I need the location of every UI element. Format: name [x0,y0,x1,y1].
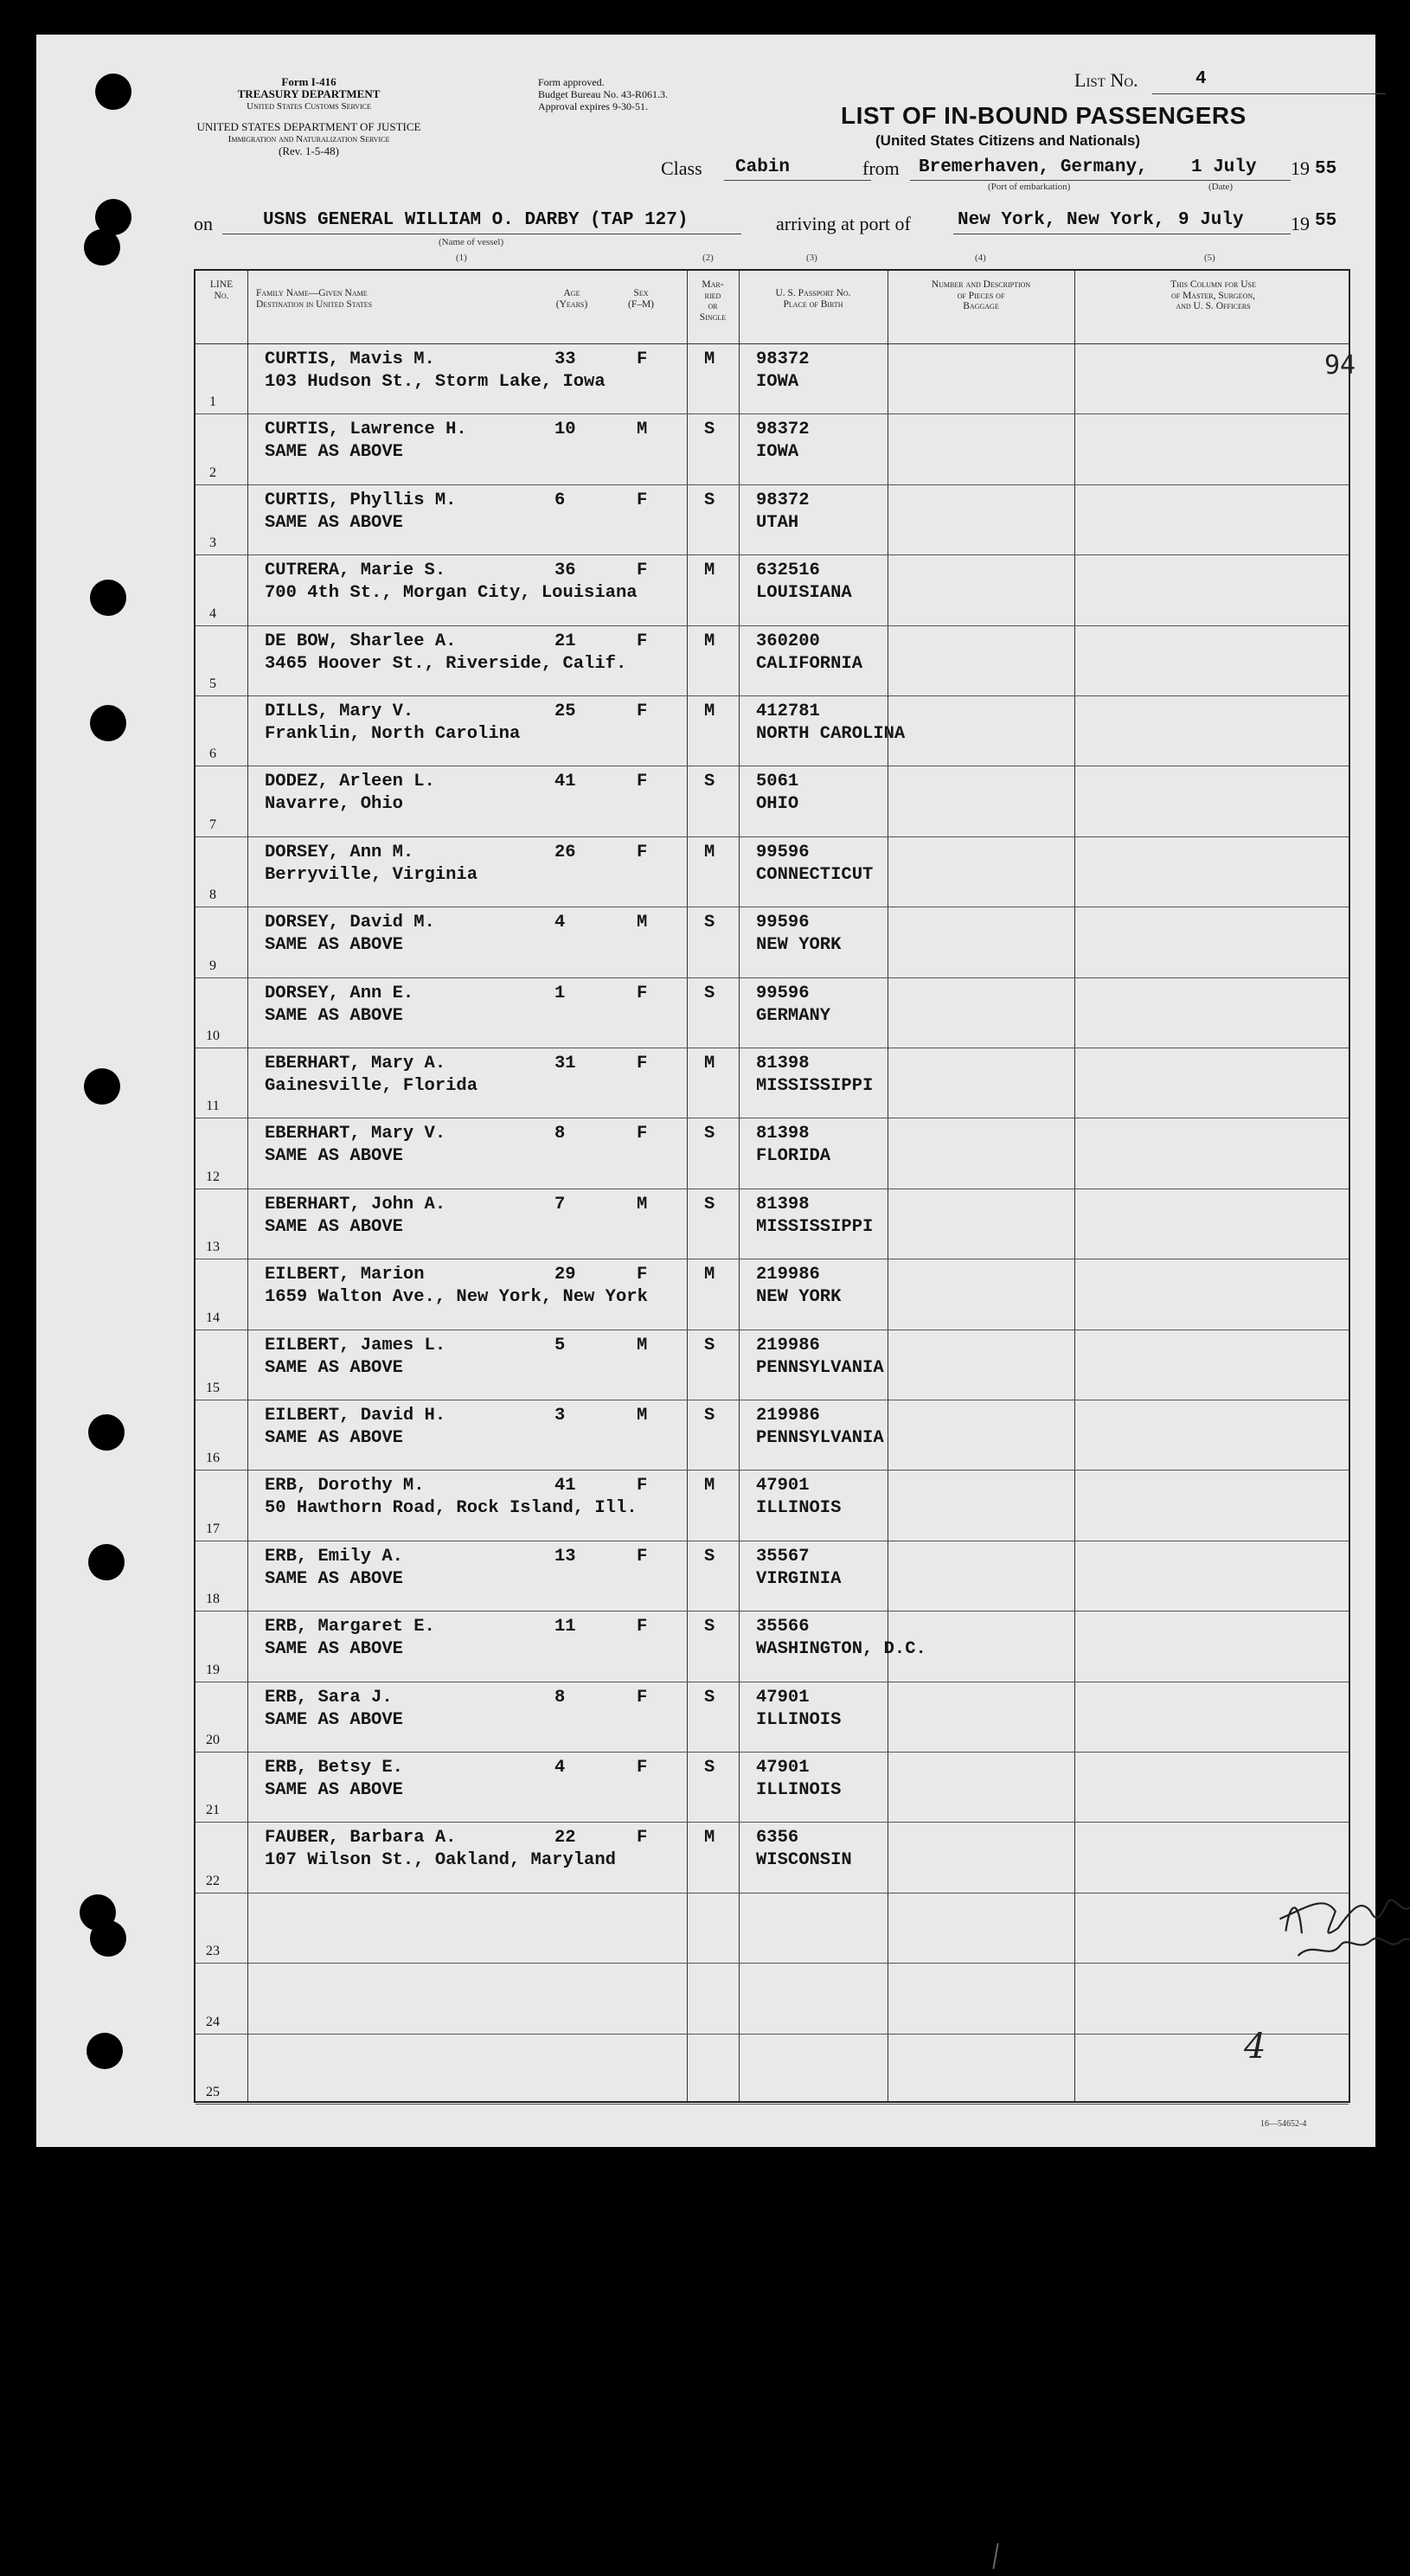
place-of-birth: NEW YORK [756,1287,842,1308]
passenger-sex: F [637,631,648,651]
passenger-destination: SAME AS ABOVE [265,1639,403,1660]
dept-treasury-sub: United States Customs Service [247,101,371,112]
table-row [195,484,1349,554]
col-header-passport: U. S. Passport No. Place of Birth [775,288,851,310]
table-row [195,1048,1349,1118]
col-header-baggage: Number and Description of Pieces of Baggage [931,279,1031,311]
passport-number: 98372 [756,420,810,440]
passenger-marital: S [704,420,715,440]
passenger-sex: F [637,561,648,581]
passport-number: 47901 [756,1476,810,1496]
binder-hole [90,705,126,741]
passenger-sex: F [637,1687,648,1708]
passenger-name: CUTRERA, Marie S. [265,561,446,581]
line-number: 23 [206,1944,220,1959]
line-number: 20 [206,1732,220,1747]
dept-treasury: TREASURY DEPARTMENT [237,87,381,100]
passenger-marital: M [704,561,715,581]
table-row [195,907,1349,977]
passport-number: 6356 [756,1828,799,1849]
line-number: 4 [209,606,216,621]
passenger-marital: S [704,1617,715,1637]
passenger-name: DORSEY, Ann E. [265,983,414,1003]
line-number: 24 [206,2014,220,2029]
passenger-destination: SAME AS ABOVE [265,1709,403,1730]
col-header-sex: Sex (F–M) [627,288,655,310]
passenger-sex: F [637,1758,648,1778]
passenger-age: 25 [554,702,576,721]
passenger-age: 4 [554,1758,566,1778]
line-number: 9 [209,958,216,973]
line-number: 17 [206,1521,220,1536]
on-label: on [194,213,213,234]
binder-hole [90,580,126,616]
scan-artifact [992,2543,998,2569]
place-of-birth: GERMANY [756,1005,831,1026]
col-header-married: Mar- ried or Single [699,279,727,323]
passenger-sex: M [637,1406,648,1426]
passenger-name: EBERHART, Mary A. [265,1054,446,1073]
row-divider [195,2104,1349,2105]
place-of-birth: VIRGINIA [756,1568,842,1589]
passenger-sex: F [637,702,648,721]
place-of-birth: ILLINOIS [756,1498,842,1519]
passenger-age: 33 [554,349,576,369]
table-row [195,1259,1349,1329]
form-number: Form I-416 [281,75,336,88]
place-of-birth: LOUISIANA [756,583,852,604]
line-number: 10 [206,1028,220,1043]
passenger-marital: S [704,1124,715,1144]
passenger-marital: M [704,1476,715,1496]
passenger-marital: M [704,349,715,369]
passenger-name: ERB, Sara J. [265,1687,393,1708]
list-no-label: List No. [1074,69,1138,91]
passenger-name: ERB, Dorothy M. [265,1476,425,1496]
line-number: 3 [209,535,216,551]
passenger-name: ERB, Emily A. [265,1546,403,1567]
col-caption-1: (1) [456,253,467,263]
page-note: 4 [1244,2027,1266,2067]
place-of-birth: PENNSYLVANIA [756,1357,884,1378]
table-row [195,1541,1349,1611]
passenger-sex: F [637,1617,648,1637]
line-number: 8 [209,888,216,903]
col-header-line: LINE No. [209,279,234,301]
dept-justice-sub: Immigration and Naturalization Service [228,134,390,144]
place-of-birth: FLORIDA [756,1146,831,1167]
year-prefix-2: 19 [1291,213,1310,234]
passenger-sex: M [637,1194,648,1214]
line-number: 12 [206,1169,220,1184]
col-caption-2: (2) [702,253,714,263]
passport-number: 98372 [756,349,810,369]
passenger-age: 7 [554,1194,566,1214]
passenger-destination: SAME AS ABOVE [265,1568,403,1589]
class-label: Class [661,157,702,179]
passenger-name: EILBERT, David H. [265,1406,446,1426]
passport-number: 99596 [756,913,810,933]
passenger-name: DILLS, Mary V. [265,702,414,721]
passenger-destination: Franklin, North Carolina [265,724,521,744]
line-number: 5 [209,676,216,691]
place-of-birth: IOWA [756,442,799,463]
passenger-sex: F [637,490,648,510]
table-row [195,1752,1349,1822]
passenger-name: ERB, Margaret E. [265,1617,435,1637]
passenger-destination: SAME AS ABOVE [265,512,403,533]
passenger-age: 4 [554,913,566,933]
place-of-birth: MISSISSIPPI [756,1216,874,1237]
passenger-age: 8 [554,1124,566,1144]
passenger-destination: SAME AS ABOVE [265,1146,403,1167]
approval-line-1: Form approved. [538,76,605,88]
passenger-marital: S [704,1758,715,1778]
line-number: 25 [206,2084,220,2099]
line-number: 14 [206,1310,220,1325]
col-caption-5: (5) [1204,253,1215,263]
passenger-destination: Gainesville, Florida [265,1076,478,1096]
passenger-destination: 107 Wilson St., Oakland, Maryland [265,1850,616,1871]
year-2: 55 [1315,211,1337,231]
passenger-age: 22 [554,1828,576,1849]
line-number: 7 [209,817,216,832]
table-row [195,413,1349,484]
passenger-age: 36 [554,561,576,581]
line-number: 21 [206,1803,220,1818]
passenger-marital: S [704,1546,715,1567]
passenger-destination: SAME AS ABOVE [265,1216,403,1237]
line-number: 15 [206,1380,220,1395]
table-row [195,625,1349,695]
passenger-age: 31 [554,1054,576,1073]
passenger-marital: S [704,490,715,510]
document-sheet [36,35,1375,2147]
passenger-destination: 50 Hawthorn Road, Rock Island, Ill. [265,1498,638,1519]
passenger-destination: SAME AS ABOVE [265,442,403,463]
table-row [195,836,1349,907]
place-of-birth: IOWA [756,372,799,392]
page-title: LIST OF IN-BOUND PASSENGERS [841,102,1247,129]
passenger-marital: M [704,842,715,862]
passenger-destination: SAME AS ABOVE [265,1357,403,1378]
dept-justice: UNITED STATES DEPARTMENT OF JUSTICE [196,120,421,133]
passport-number: 98372 [756,490,810,510]
year-prefix-1: 19 [1291,157,1310,179]
arrive-date: 9 July [1178,210,1244,230]
passenger-destination: 3465 Hoover St., Riverside, Calif. [265,653,627,674]
passenger-marital: S [704,1194,715,1214]
binder-hole [88,1414,125,1451]
passenger-destination: 1659 Walton Ave., New York, New York [265,1287,648,1308]
passenger-destination: Navarre, Ohio [265,794,403,815]
passenger-destination: SAME AS ABOVE [265,1005,403,1026]
line-number: 19 [206,1662,220,1677]
place-of-birth: OHIO [756,794,799,815]
place-of-birth: CALIFORNIA [756,653,863,674]
stamp-number: 94 [1324,350,1356,381]
passenger-sex: F [637,349,648,369]
passenger-destination: 103 Hudson St., Storm Lake, Iowa [265,372,606,392]
passenger-sex: F [637,842,648,862]
place-of-birth: UTAH [756,512,799,533]
passport-number: 632516 [756,561,820,581]
passenger-age: 41 [554,1476,576,1496]
binder-hole [90,1920,126,1957]
passenger-destination: SAME AS ABOVE [265,1780,403,1800]
place-of-birth: ILLINOIS [756,1780,842,1800]
passenger-age: 8 [554,1687,566,1708]
passenger-age: 26 [554,842,576,862]
col-caption-4: (4) [975,253,986,263]
vessel-caption: (Name of vessel) [439,237,504,247]
passenger-name: ERB, Betsy E. [265,1758,403,1778]
passenger-destination: Berryville, Virginia [265,864,478,885]
passenger-marital: M [704,631,715,651]
passport-number: 47901 [756,1687,810,1708]
binder-hole [95,74,131,110]
table-row [195,1118,1349,1188]
place-of-birth: NEW YORK [756,935,842,956]
table-row [195,1189,1349,1259]
port-caption: (Port of embarkation) [988,182,1071,192]
passport-number: 35566 [756,1617,810,1637]
passenger-marital: M [704,1054,715,1073]
passenger-marital: M [704,1828,715,1849]
col-header-age: Age (Years) [555,288,588,310]
place-of-birth: WASHINGTON, D.C. [756,1639,926,1660]
passenger-table [194,269,1356,2103]
binder-hole [87,2033,123,2069]
col-header-name: Family Name—Given Name Destination in United States [256,288,373,310]
passport-number: 219986 [756,1406,820,1426]
passport-number: 47901 [756,1758,810,1778]
passport-number: 81398 [756,1194,810,1214]
passport-number: 219986 [756,1265,820,1285]
table-row [195,1682,1349,1752]
passport-number: 99596 [756,983,810,1003]
passenger-age: 11 [554,1617,576,1637]
binder-hole [88,1544,125,1580]
list-no-underline [1152,93,1386,94]
passenger-name: DORSEY, David M. [265,913,435,933]
passenger-marital: S [704,1406,715,1426]
table-row [195,1611,1349,1681]
passenger-sex: M [637,420,648,440]
table-row [195,1470,1349,1540]
place-of-birth: WISCONSIN [756,1850,852,1871]
from-underline [910,180,1291,181]
form-revision: (Rev. 1-5-48) [279,144,339,157]
passenger-marital: S [704,1335,715,1355]
passenger-age: 5 [554,1335,566,1355]
passenger-name: CURTIS, Phyllis M. [265,490,457,510]
passenger-sex: F [637,983,648,1003]
passenger-sex: M [637,1335,648,1355]
line-number: 22 [206,1873,220,1888]
passenger-age: 13 [554,1546,576,1567]
place-of-birth: NORTH CAROLINA [756,724,906,744]
arrive-port: New York, New York, [958,210,1165,230]
passenger-sex: M [637,913,648,933]
passenger-destination: SAME AS ABOVE [265,1428,403,1448]
passenger-marital: S [704,1687,715,1708]
table-row [195,1330,1349,1400]
footer-code: 16—54652-4 [1260,2119,1307,2129]
passenger-age: 21 [554,631,576,651]
passenger-name: FAUBER, Barbara A. [265,1828,457,1849]
passenger-destination: SAME AS ABOVE [265,935,403,956]
passenger-name: EILBERT, James L. [265,1335,446,1355]
list-no-value: 4 [1195,69,1207,89]
line-number: 6 [209,747,216,762]
passenger-sex: F [637,1546,648,1567]
table-row [195,343,1349,413]
page-subtitle: (United States Citizens and Nationals) [875,132,1141,149]
passenger-sex: F [637,1828,648,1849]
passenger-sex: F [637,1265,648,1285]
passenger-age: 10 [554,420,576,440]
passport-number: 99596 [756,842,810,862]
place-of-birth: MISSISSIPPI [756,1076,874,1096]
passenger-marital: S [704,913,715,933]
passenger-age: 6 [554,490,566,510]
passenger-age: 29 [554,1265,576,1285]
passenger-marital: M [704,702,715,721]
from-label: from [862,157,900,179]
passenger-marital: S [704,772,715,792]
line-number: 13 [206,1240,220,1255]
passenger-age: 41 [554,772,576,792]
line-number: 16 [206,1451,220,1466]
passport-number: 219986 [756,1335,820,1355]
passport-number: 35567 [756,1546,810,1567]
table-row [195,2034,1349,2104]
passenger-sex: F [637,1054,648,1073]
vessel-name: USNS GENERAL WILLIAM O. DARBY (TAP 127) [263,210,689,230]
passenger-name: CURTIS, Lawrence H. [265,420,467,440]
passport-number: 81398 [756,1124,810,1144]
passenger-name: EILBERT, Marion [265,1265,425,1285]
table-row [195,695,1349,766]
col-caption-3: (3) [806,253,817,263]
passenger-name: DODEZ, Arleen L. [265,772,435,792]
passport-number: 360200 [756,631,820,651]
place-of-birth: CONNECTICUT [756,864,874,885]
line-number: 1 [209,394,216,410]
approval-block [538,76,668,112]
passport-number: 81398 [756,1054,810,1073]
table-row [195,1963,1349,2033]
arriving-label: arriving at port of [776,213,911,234]
passenger-name: DE BOW, Sharlee A. [265,631,457,651]
passenger-destination: 700 4th St., Morgan City, Louisiana [265,583,638,604]
col-header-officers: This Column for Use of Master, Surgeon, and U. S. Officers [1170,279,1256,311]
passenger-name: DORSEY, Ann M. [265,842,414,862]
passenger-name: CURTIS, Mavis M. [265,349,435,369]
passenger-name: EBERHART, John A. [265,1194,446,1214]
binder-hole [84,1068,120,1105]
passport-number: 412781 [756,702,820,721]
place-of-birth: ILLINOIS [756,1709,842,1730]
line-number: 11 [206,1099,220,1114]
passenger-marital: M [704,1265,715,1285]
passenger-marital: S [704,983,715,1003]
class-value: Cabin [735,157,791,177]
table-row [195,977,1349,1048]
passenger-age: 1 [554,983,566,1003]
binder-hole [84,229,120,266]
table-row [195,1400,1349,1470]
table-row [195,1893,1349,1963]
passenger-sex: F [637,1476,648,1496]
line-number: 2 [209,465,216,480]
passenger-name: EBERHART, Mary V. [265,1124,446,1144]
table-row [195,766,1349,836]
passenger-age: 3 [554,1406,566,1426]
from-date: 1 July [1191,157,1257,177]
passport-number: 5061 [756,772,799,792]
form-header-left [218,76,400,112]
form-header-justice [188,121,430,157]
line-number: 18 [206,1592,220,1607]
date-caption: (Date) [1208,182,1234,192]
table-row [195,1822,1349,1892]
approval-line-2: Budget Bureau No. 43-R061.3. [538,88,668,100]
from-port: Bremerhaven, Germany, [919,157,1148,177]
passenger-sex: F [637,1124,648,1144]
year-1: 55 [1315,159,1337,179]
table-row [195,554,1349,625]
class-underline [724,180,871,181]
passenger-sex: F [637,772,648,792]
place-of-birth: PENNSYLVANIA [756,1428,884,1448]
approval-line-3: Approval expires 9-30-51. [538,100,648,112]
